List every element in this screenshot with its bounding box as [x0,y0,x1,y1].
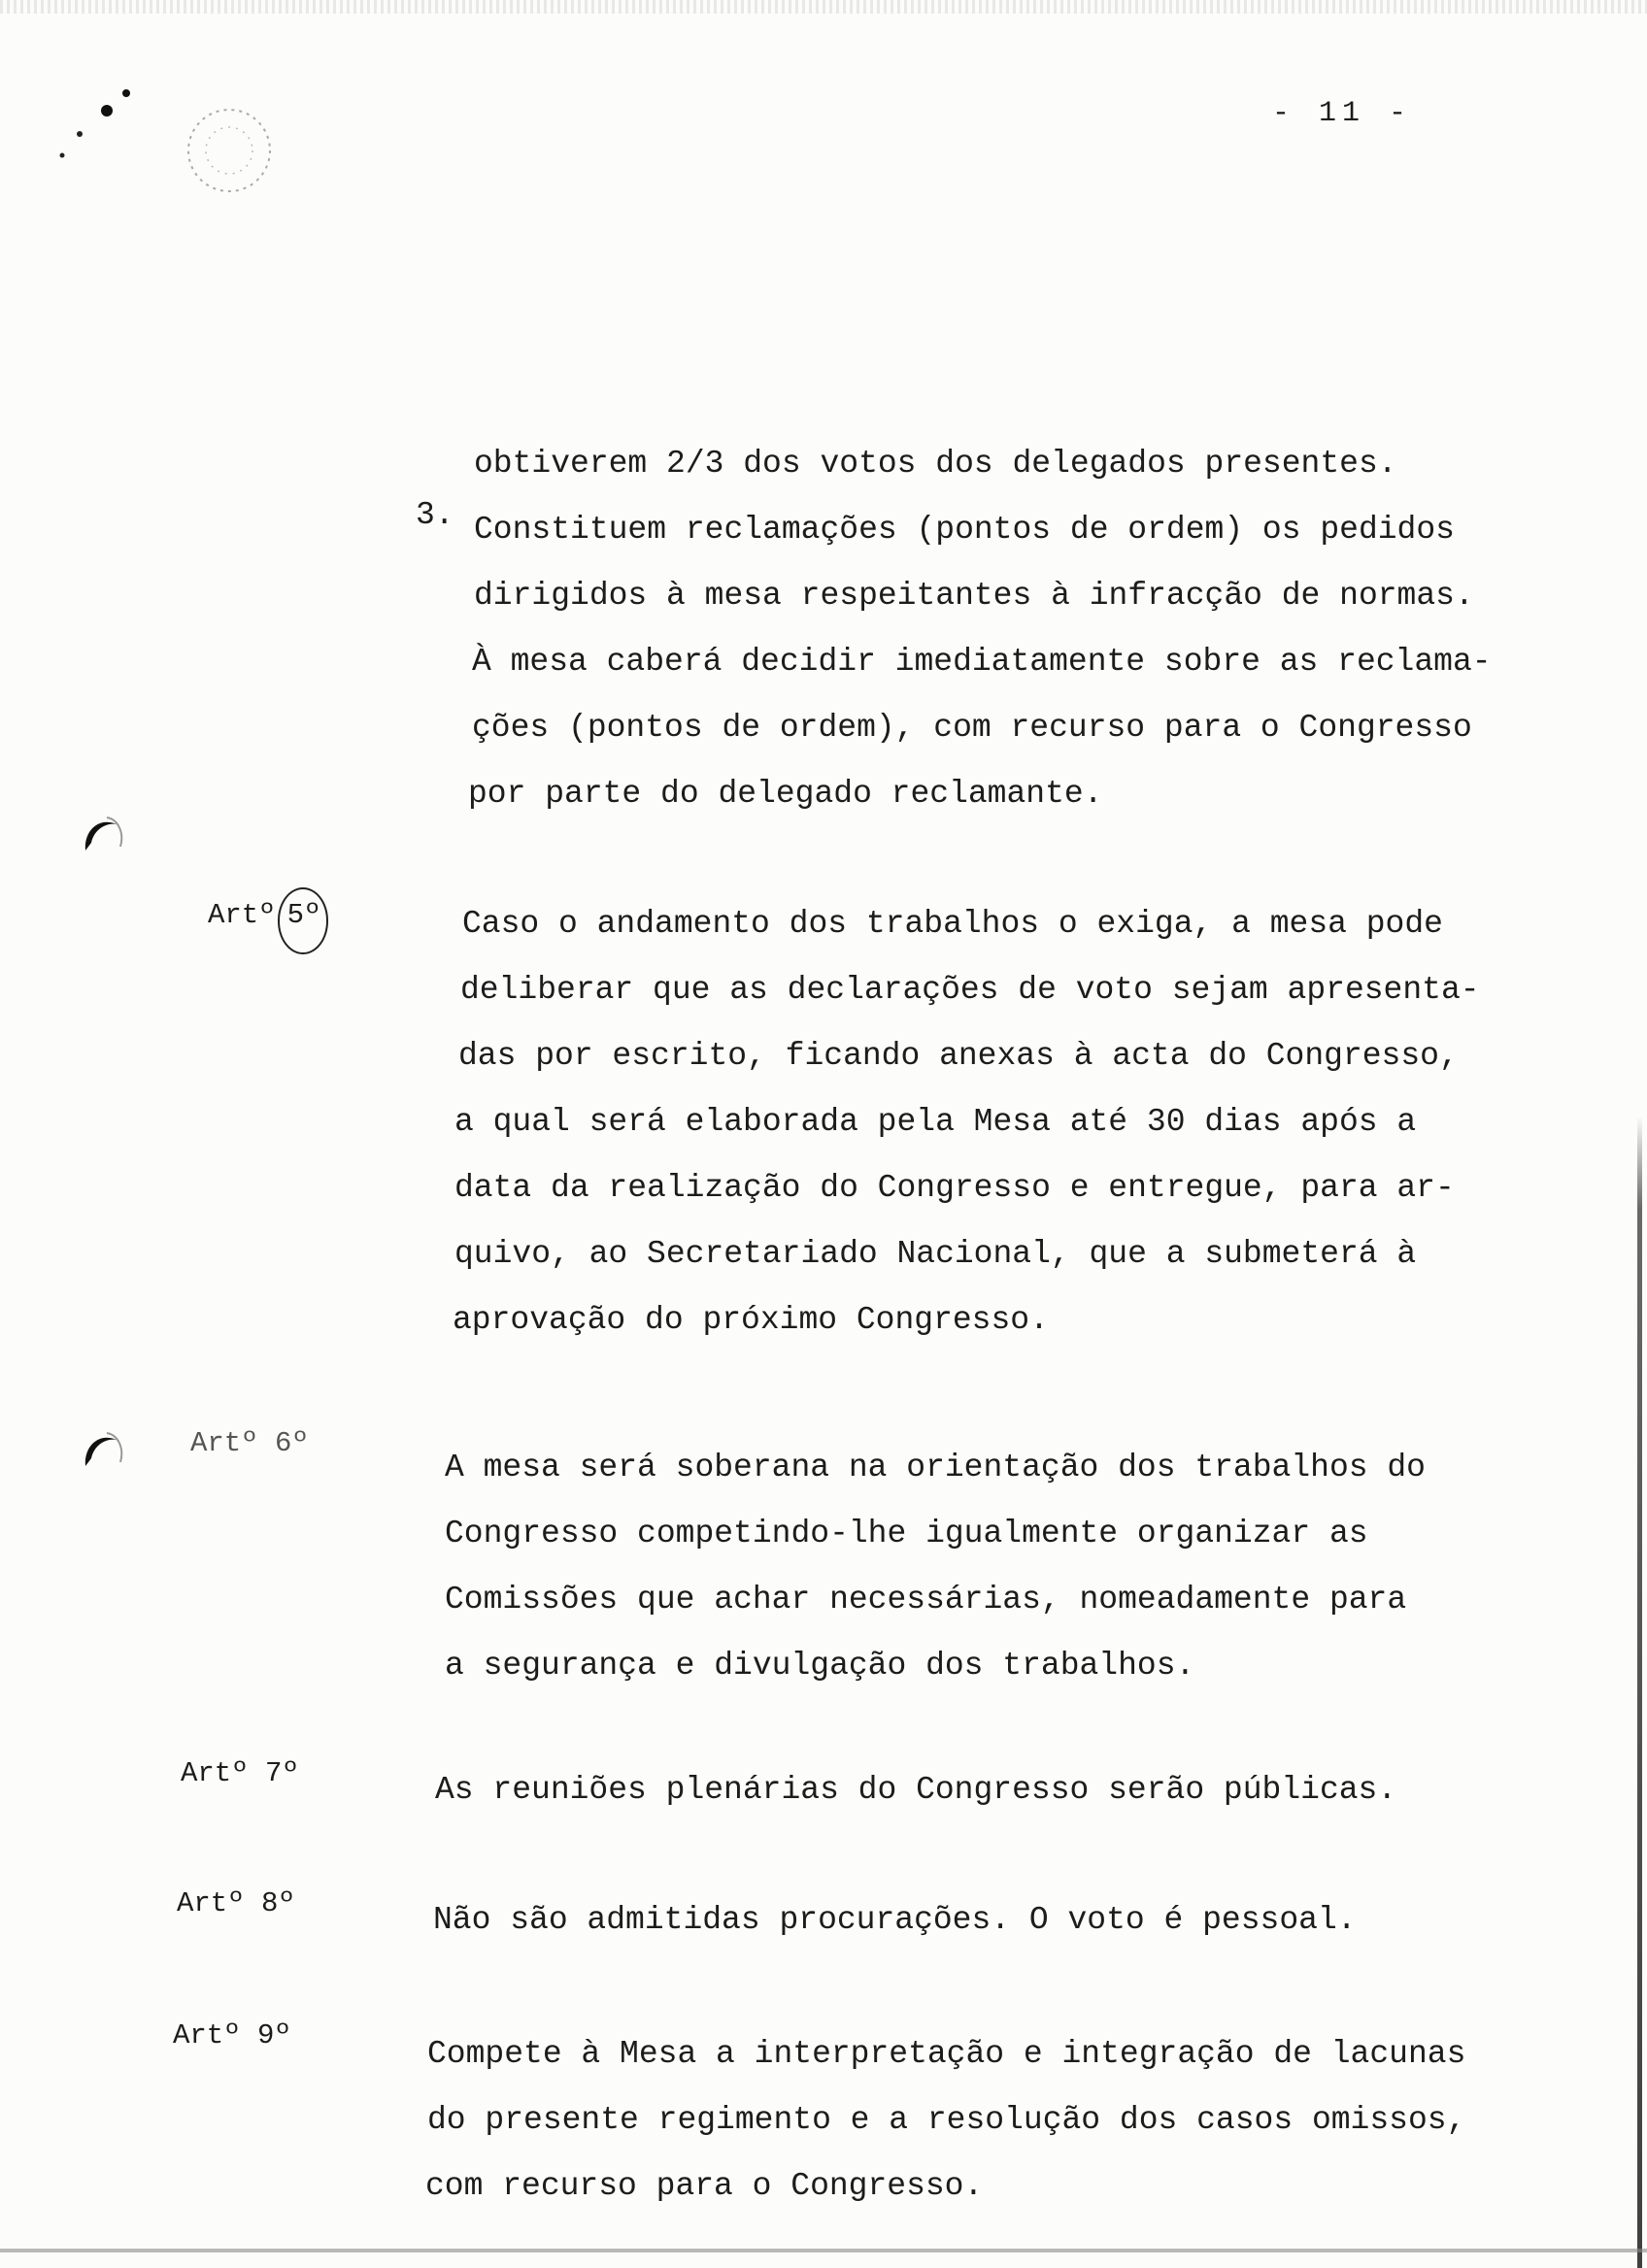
article-5-line: aprovação do próximo Congresso. [453,1302,1049,1338]
article-6-line: a segurança e divulgação dos trabalhos. [445,1648,1195,1684]
article-6-line: A mesa será soberana na orientação dos trabalhos do [445,1450,1426,1485]
article-prefix: Artº [173,2019,241,2051]
article-9-line: Compete à Mesa a interpretação e integração de lacunas [427,2036,1466,2072]
article-number: 9º [257,2019,291,2051]
item-3-line: Constituem reclamações (pontos de ordem) os pedidos [474,512,1455,548]
article-8-line: Não são admitidas procurações. O voto é pessoal. [433,1902,1357,1938]
article-7-line: As reuniões plenárias do Congresso serão públicas. [435,1772,1397,1808]
item-3-text [468,497,1492,827]
article-prefix: Artº [177,1887,245,1919]
item-3-line: por parte do delegado reclamante. [468,776,1103,812]
article-6-line: Comissões que achar necessárias, nomeadamente para [445,1582,1407,1618]
scan-right-edge [1637,1117,1642,2268]
article-5-label [208,887,328,954]
punch-hole-mark [80,1427,126,1472]
article-number-circled: 5º [278,887,329,954]
scan-top-edge [0,0,1647,14]
article-number: 6º [275,1427,309,1459]
continuation-line: obtiverem 2/3 dos votos dos delegados presentes. [474,446,1397,482]
article-6-label [190,1427,309,1459]
article-9-label [173,2019,291,2051]
punch-hole-mark [80,812,126,856]
article-5-line: deliberar que as declarações de voto sejam apresenta- [460,972,1480,1008]
article-9-line: com recurso para o Congresso. [425,2168,984,2204]
article-9-line: do presente regimento e a resolução dos casos omissos, [427,2102,1466,2138]
article-5-line: data da realização do Congresso e entregue, para ar- [454,1170,1455,1206]
article-prefix: Artº [190,1427,258,1459]
page-number: - 11 - [1272,97,1413,130]
article-5-line: a qual será elaborada pela Mesa até 30 dias após a [454,1104,1417,1140]
article-8-label [177,1887,295,1919]
article-prefix: Artº [208,899,276,931]
ink-dots-mark [49,78,146,165]
article-6-line: Congresso competindo-lhe igualmente organizar as [445,1516,1368,1551]
article-5-line: quivo, ao Secretariado Nacional, que a submeterá à [454,1236,1417,1272]
article-6-text [445,1435,1426,1699]
item-3-line: dirigidos à mesa respeitantes à infracção de normas. [474,578,1474,614]
article-number: 7º [265,1757,299,1789]
scan-bottom-edge [0,2249,1647,2252]
faded-stamp-icon [173,97,289,204]
article-5-text [453,891,1480,1353]
article-9-text [427,2021,1465,2219]
article-8-text [433,1887,1357,1953]
article-7-label [181,1757,299,1789]
item-number: 3. [416,497,454,533]
article-5-line: das por escrito, ficando anexas à acta do Congresso, [458,1038,1459,1074]
item-3-line: À mesa caberá decidir imediatamente sobre as reclama- [472,644,1492,680]
article-7-text [435,1757,1396,1823]
article-number: 8º [261,1887,295,1919]
article-prefix: Artº [181,1757,249,1789]
item-2-continuation [474,431,1397,497]
article-5-line: Caso o andamento dos trabalhos o exiga, a mesa pode [462,906,1443,942]
item-3-line: ções (pontos de ordem), com recurso para o Congresso [472,710,1472,746]
